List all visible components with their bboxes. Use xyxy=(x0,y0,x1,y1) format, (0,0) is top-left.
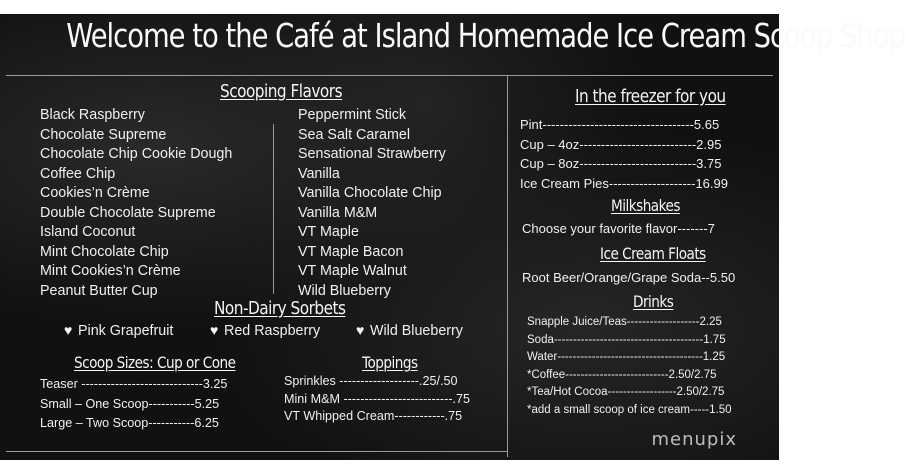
heart-icon: ♥ xyxy=(210,322,219,338)
price-row: Sprinkles -------------------.25/.50 xyxy=(284,374,458,388)
price-row: Small – One Scoop-----------5.25 xyxy=(40,396,220,411)
list-item: Vanilla M&M xyxy=(298,204,378,221)
scoop-sizes-list xyxy=(40,375,227,434)
list-item: Mint Cookies’n Crème xyxy=(40,263,181,279)
sorbet-item xyxy=(356,321,463,342)
price-row: Pint-----------------------------------5.65 xyxy=(520,117,720,132)
price-row: *Coffee---------------------------2.50/2.75 xyxy=(527,368,717,381)
list-item: Wild Blueberry xyxy=(298,282,391,299)
list-item: VT Maple Bacon xyxy=(298,243,404,260)
toppings-list xyxy=(284,373,470,426)
price-row: Mini M&M --------------------------.75 xyxy=(284,391,471,406)
list-item: Sensational Strawberry xyxy=(298,146,446,162)
list-item: Cookies’n Crème xyxy=(40,185,150,201)
scoop-sizes-heading: Scoop Sizes: Cup or Cone xyxy=(74,353,236,372)
heart-icon: ♥ xyxy=(64,322,73,338)
sorbet-item xyxy=(64,321,173,342)
price-row: Water--------------------------------------1.25 xyxy=(527,351,726,363)
price-row: Cup – 4oz---------------------------2.95 xyxy=(520,136,722,152)
list-item: Chocolate Chip Cookie Dough xyxy=(40,146,233,162)
top-divider xyxy=(6,75,773,76)
price-row: *Tea/Hot Cocoa------------------2.50/2.75 xyxy=(527,386,725,398)
scooping-flavors-heading: Scooping Flavors xyxy=(220,81,343,102)
flavor-list-left xyxy=(40,106,232,301)
price-row: Root Beer/Orange/Grape Soda--5.50 xyxy=(522,270,736,285)
heart-icon: ♥ xyxy=(356,322,365,338)
price-row: Ice Cream Pies--------------------16.99 xyxy=(520,175,728,191)
list-item: Coffee Chip xyxy=(40,165,116,182)
price-row: Choose your favorite flavor-------7 xyxy=(522,221,715,236)
toppings-heading: Toppings xyxy=(362,353,418,372)
column-divider xyxy=(507,75,508,457)
list-item: Black Raspberry xyxy=(40,107,145,123)
price-row: Cup – 8oz---------------------------3.75 xyxy=(520,156,722,171)
price-row: Teaser -----------------------------3.25 xyxy=(40,377,228,391)
list-item: VT Maple xyxy=(298,224,359,240)
list-item: Vanilla Chocolate Chip xyxy=(298,185,442,201)
sorbet-label: Wild Blueberry xyxy=(370,323,463,339)
freezer-heading: In the freezer for you xyxy=(575,86,726,107)
bottom-divider xyxy=(6,451,507,452)
price-row: Large – Two Scoop-----------6.25 xyxy=(40,416,219,430)
flavor-list-right xyxy=(298,106,446,301)
list-item: Vanilla xyxy=(298,165,340,182)
drinks-heading: Drinks xyxy=(633,292,674,311)
list-item: Double Chocolate Supreme xyxy=(40,204,216,221)
sorbets-heading: Non-Dairy Sorbets xyxy=(214,298,346,319)
sorbet-label: Pink Grapefruit xyxy=(78,323,174,339)
flavor-column-divider xyxy=(273,124,274,294)
freezer-list xyxy=(520,115,728,193)
list-item: Peppermint Stick xyxy=(298,107,407,123)
list-item: VT Maple Walnut xyxy=(298,263,407,279)
price-row: *add a small scoop of ice cream-----1.50 xyxy=(527,403,732,416)
list-item: Island Coconut xyxy=(40,224,136,240)
sorbet-label: Red Raspberry xyxy=(224,323,321,339)
price-row: Soda---------------------------------------1.75 xyxy=(527,333,726,346)
drinks-list xyxy=(527,314,732,419)
list-item: Chocolate Supreme xyxy=(40,126,167,143)
list-item: Mint Chocolate Chip xyxy=(40,243,169,260)
list-item: Peanut Butter Cup xyxy=(40,282,158,299)
price-row: Snapple Juice/Teas-------------------2.25 xyxy=(527,316,722,328)
list-item: Sea Salt Caramel xyxy=(298,126,411,143)
milkshakes-heading: Milkshakes xyxy=(611,196,680,215)
menu-board xyxy=(0,14,905,460)
sorbet-item xyxy=(210,321,320,342)
watermark: menupix xyxy=(651,429,737,450)
page-title: Welcome to the Café at Island Homemade Ice Cream Scoop Shop xyxy=(66,16,905,55)
floats-heading: Ice Cream Floats xyxy=(600,244,706,263)
price-row: VT Whipped Cream------------.75 xyxy=(284,409,463,423)
